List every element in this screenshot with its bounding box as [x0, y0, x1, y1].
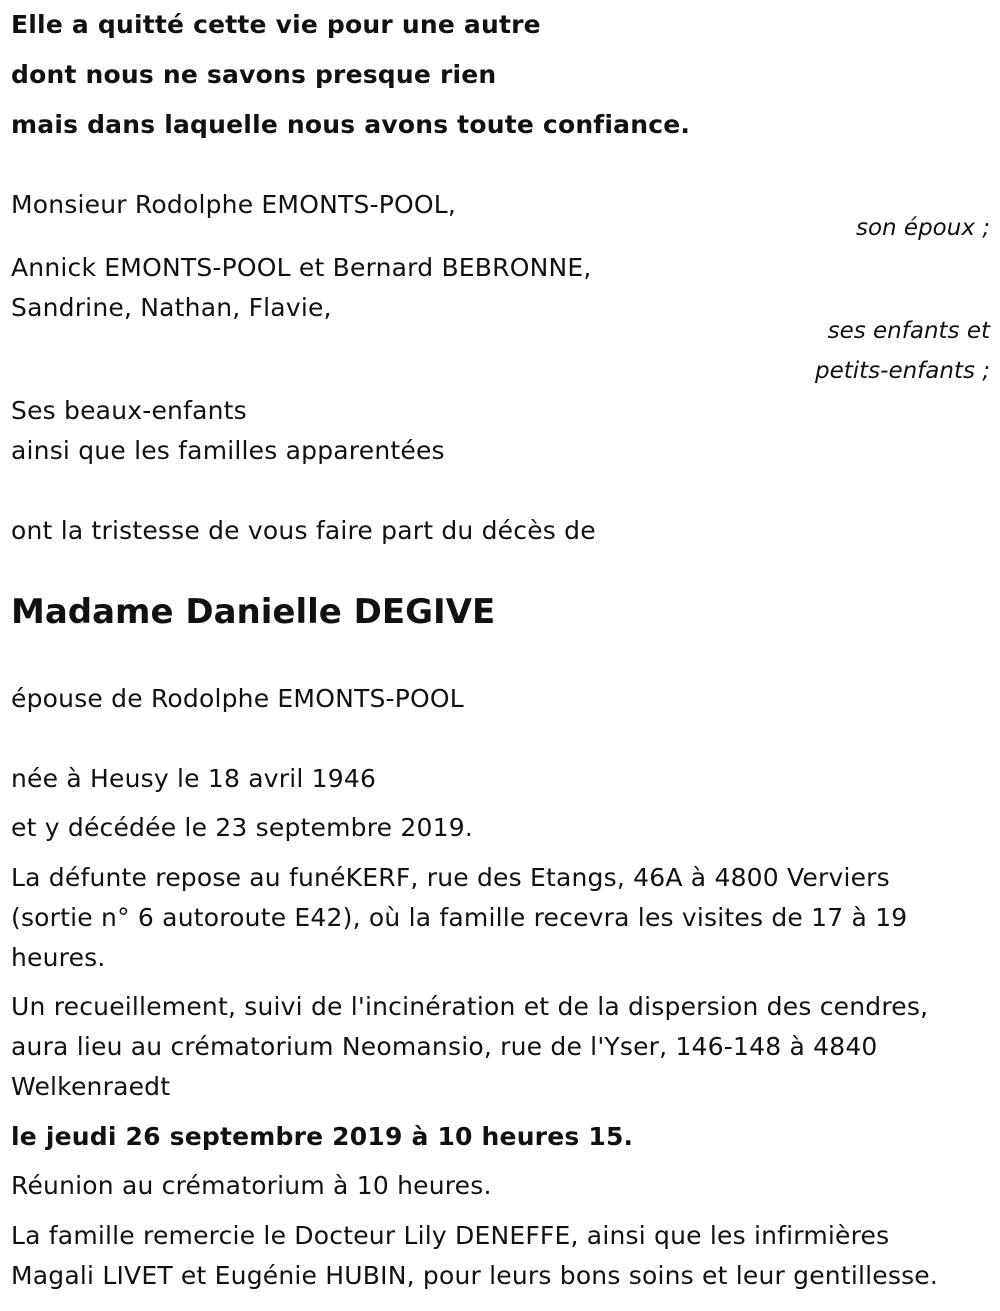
children-role-line-1: ses enfants et: [827, 318, 990, 344]
spouse-role: son époux ;: [855, 215, 990, 241]
others-line-1: Ses beaux-enfants: [11, 396, 247, 425]
spouse-name: Monsieur Rodolphe EMONTS-POOL,: [11, 190, 457, 219]
birth-info: née à Heusy le 18 avril 1946: [11, 764, 377, 793]
children-line-1: Annick EMONTS-POOL et Bernard BEBRONNE,: [11, 253, 592, 282]
children-role-line-2: petits-enfants ;: [814, 358, 990, 384]
ceremony-line-3: Welkenraedt: [11, 1072, 171, 1101]
ceremony-line-1: Un recueillement, suivi de l'incinération et de la dispersion des cendres,: [11, 992, 929, 1021]
spouse-of: épouse de Rodolphe EMONTS-POOL: [11, 684, 464, 713]
thanks-line-2: Magali LIVET et Eugénie HUBIN, pour leurs bons soins et leur gentillesse.: [11, 1261, 939, 1290]
intro-line-1: Elle a quitté cette vie pour une autre: [11, 10, 541, 39]
children-line-2: Sandrine, Nathan, Flavie,: [11, 293, 332, 322]
announcement: ont la tristesse de vous faire part du décès de: [11, 516, 596, 545]
death-info: et y décédée le 23 septembre 2019.: [11, 813, 473, 842]
others-line-2: ainsi que les familles apparentées: [11, 436, 445, 465]
ceremony-line-2: aura lieu au crématorium Neomansio, rue de l'Yser, 146-148 à 4840: [11, 1032, 878, 1061]
deceased-name: Madame Danielle DEGIVE: [11, 592, 496, 632]
meeting-info: Réunion au crématorium à 10 heures.: [11, 1171, 492, 1200]
thanks-line-1: La famille remercie le Docteur Lily DENEFFE, ainsi que les infirmières: [11, 1221, 890, 1250]
intro-line-3: mais dans laquelle nous avons toute confiance.: [11, 110, 691, 139]
repose-line-2: (sortie n° 6 autoroute E42), où la famille recevra les visites de 17 à 19: [11, 903, 908, 932]
intro-line-2: dont nous ne savons presque rien: [11, 60, 497, 89]
ceremony-date: le jeudi 26 septembre 2019 à 10 heures 15.: [11, 1122, 634, 1151]
repose-line-3: heures.: [11, 943, 106, 972]
repose-line-1: La défunte repose au funéKERF, rue des Etangs, 46A à 4800 Verviers: [11, 863, 890, 892]
